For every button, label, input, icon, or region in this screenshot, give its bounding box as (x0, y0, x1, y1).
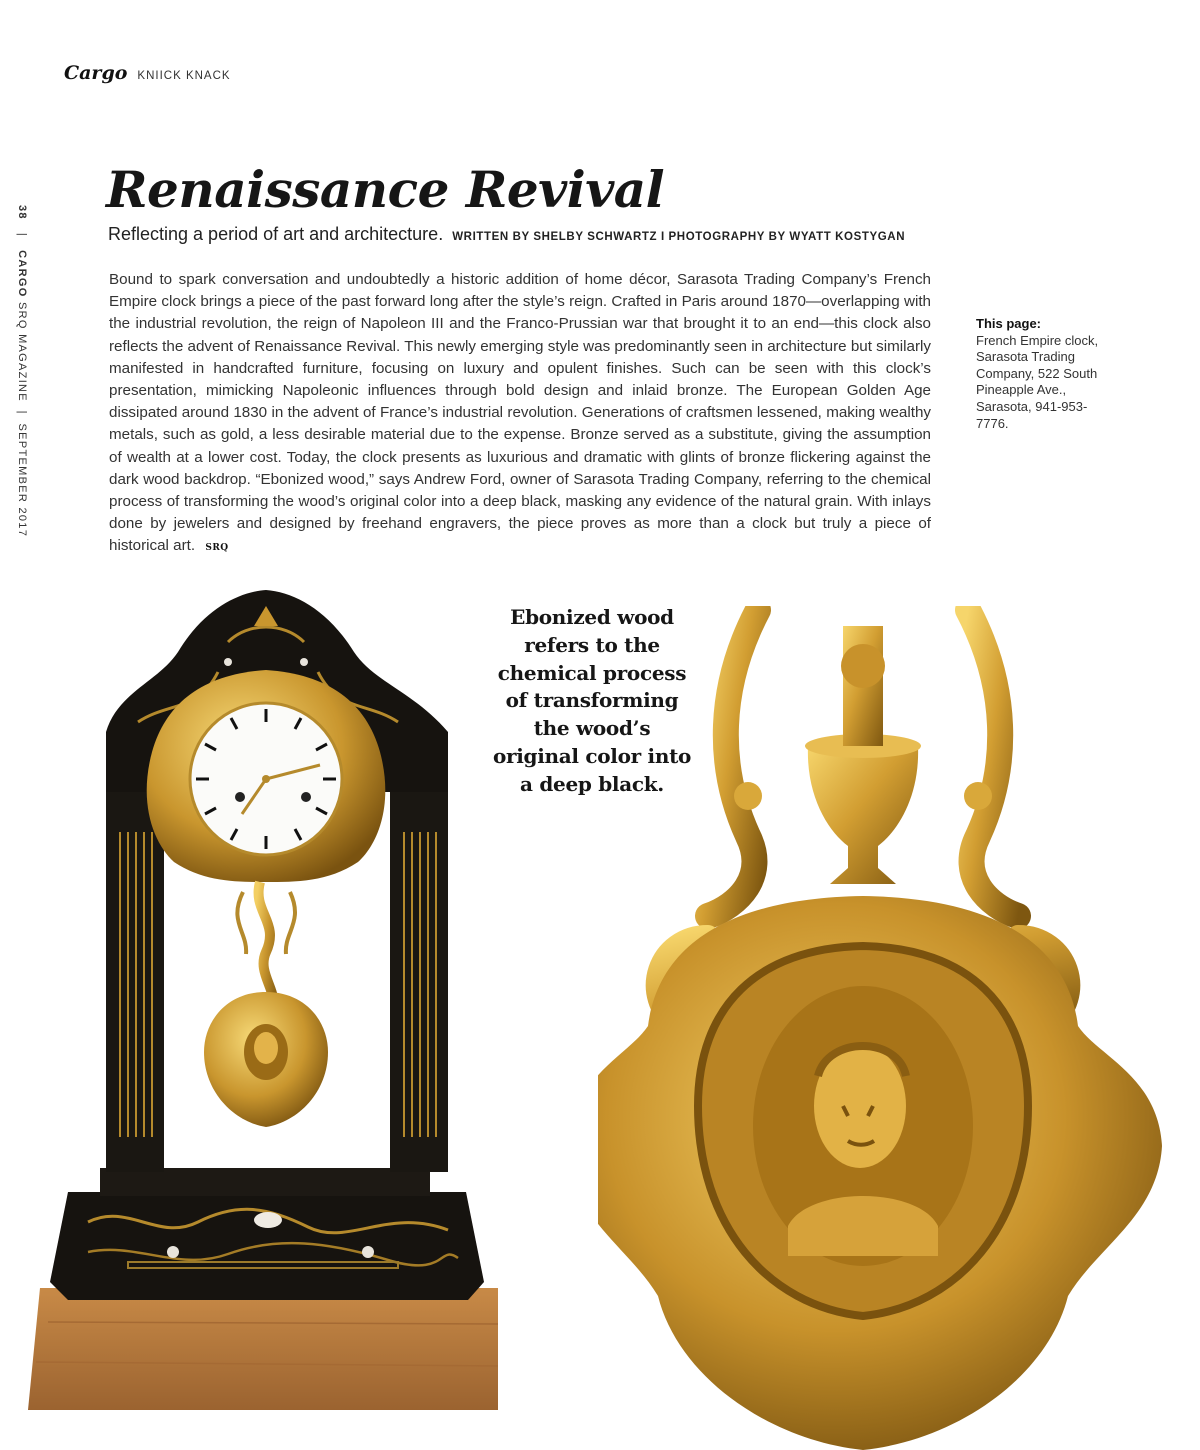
clock-photo (28, 582, 498, 1410)
folio-separator: | (16, 232, 28, 238)
folio-magazine: SRQ MAGAZINE (16, 301, 28, 402)
article-body-text: Bound to spark conversation and undoubtedly a historic addition of home décor, Sarasota Trading Company’s French Empire clock brings a piece of the past forward long after the style’s reign. Crafted in Paris around 1870—overlapping with the industrial revolution, the reign of Napoleon III and the Franco-Prussian war that brought it to an end—this clock also reflects the advent of Renaissance Revival. This newly emerging style was predominantly seen in architecture but similarly manifested in handcrafted furniture, focusing on luxury and opulent finishes. Such can be seen with this clock’s presentation, mimicking Napoleonic influences through bold design and inlaid bronze. The European Golden Age dissipated around 1830 in the advent of France’s industrial revolution. Generations of craftsmen lessened, making wealthy metals, such as gold, a less desirable material due to the expense. Bronze served as a substitute, giving the assumption of wealth at a lower cost. Today, the clock presents as luxurious and dramatic with glints of bronze flickering against the dark wood backdrop. “Ebonized wood,” says Andrew Ford, owner of Sarasota Trading Company, referring to the chemical process of transforming the wood’s original color into a deep black, masking any evidence of the natural grain. With inlays done by jewelers and designed by freehand engravers, the piece proves as more than a clock but truly a piece of historical art. (109, 271, 931, 555)
spine-folio (16, 205, 28, 537)
article-subtitle: Reflecting a period of art and architecture. (108, 224, 444, 244)
caption-text: French Empire clock, Sarasota Trading Company, 522 South Pineapple Ave., Sarasota, 941-953-7776. (976, 332, 1099, 431)
caption-label: This page: (976, 316, 1042, 331)
page-number: 38 (16, 205, 28, 220)
wooden-table (28, 1288, 498, 1410)
lyre-right-arm (968, 610, 1018, 916)
brand-logo: Cargo (64, 62, 128, 84)
signoff-mark: SRQ (205, 543, 229, 554)
pendulum-detail-photo (598, 606, 1200, 1450)
folio-brand: CARGO (16, 250, 28, 298)
article-subtitle-line (108, 224, 905, 245)
article-credits: WRITTEN BY SHELBY SCHWARTZ I PHOTOGRAPHY BY WYATT KOSTYGAN (452, 231, 906, 243)
article-title: Renaissance Revival (106, 160, 665, 219)
photo-caption (976, 316, 1104, 432)
lyre-left-arm (708, 610, 758, 916)
folio-separator: | (16, 410, 28, 415)
running-header (64, 62, 231, 84)
pull-quote: Ebonized wood refers to the chemical process of transforming the wood’s original color into a deep black. (492, 605, 692, 796)
urn-ornament (808, 746, 918, 884)
section-name: KNIICK KNACK (137, 70, 231, 82)
article-body (109, 269, 931, 560)
folio-issue: SEPTEMBER 2017 (16, 423, 28, 538)
clock-base (50, 1192, 484, 1300)
